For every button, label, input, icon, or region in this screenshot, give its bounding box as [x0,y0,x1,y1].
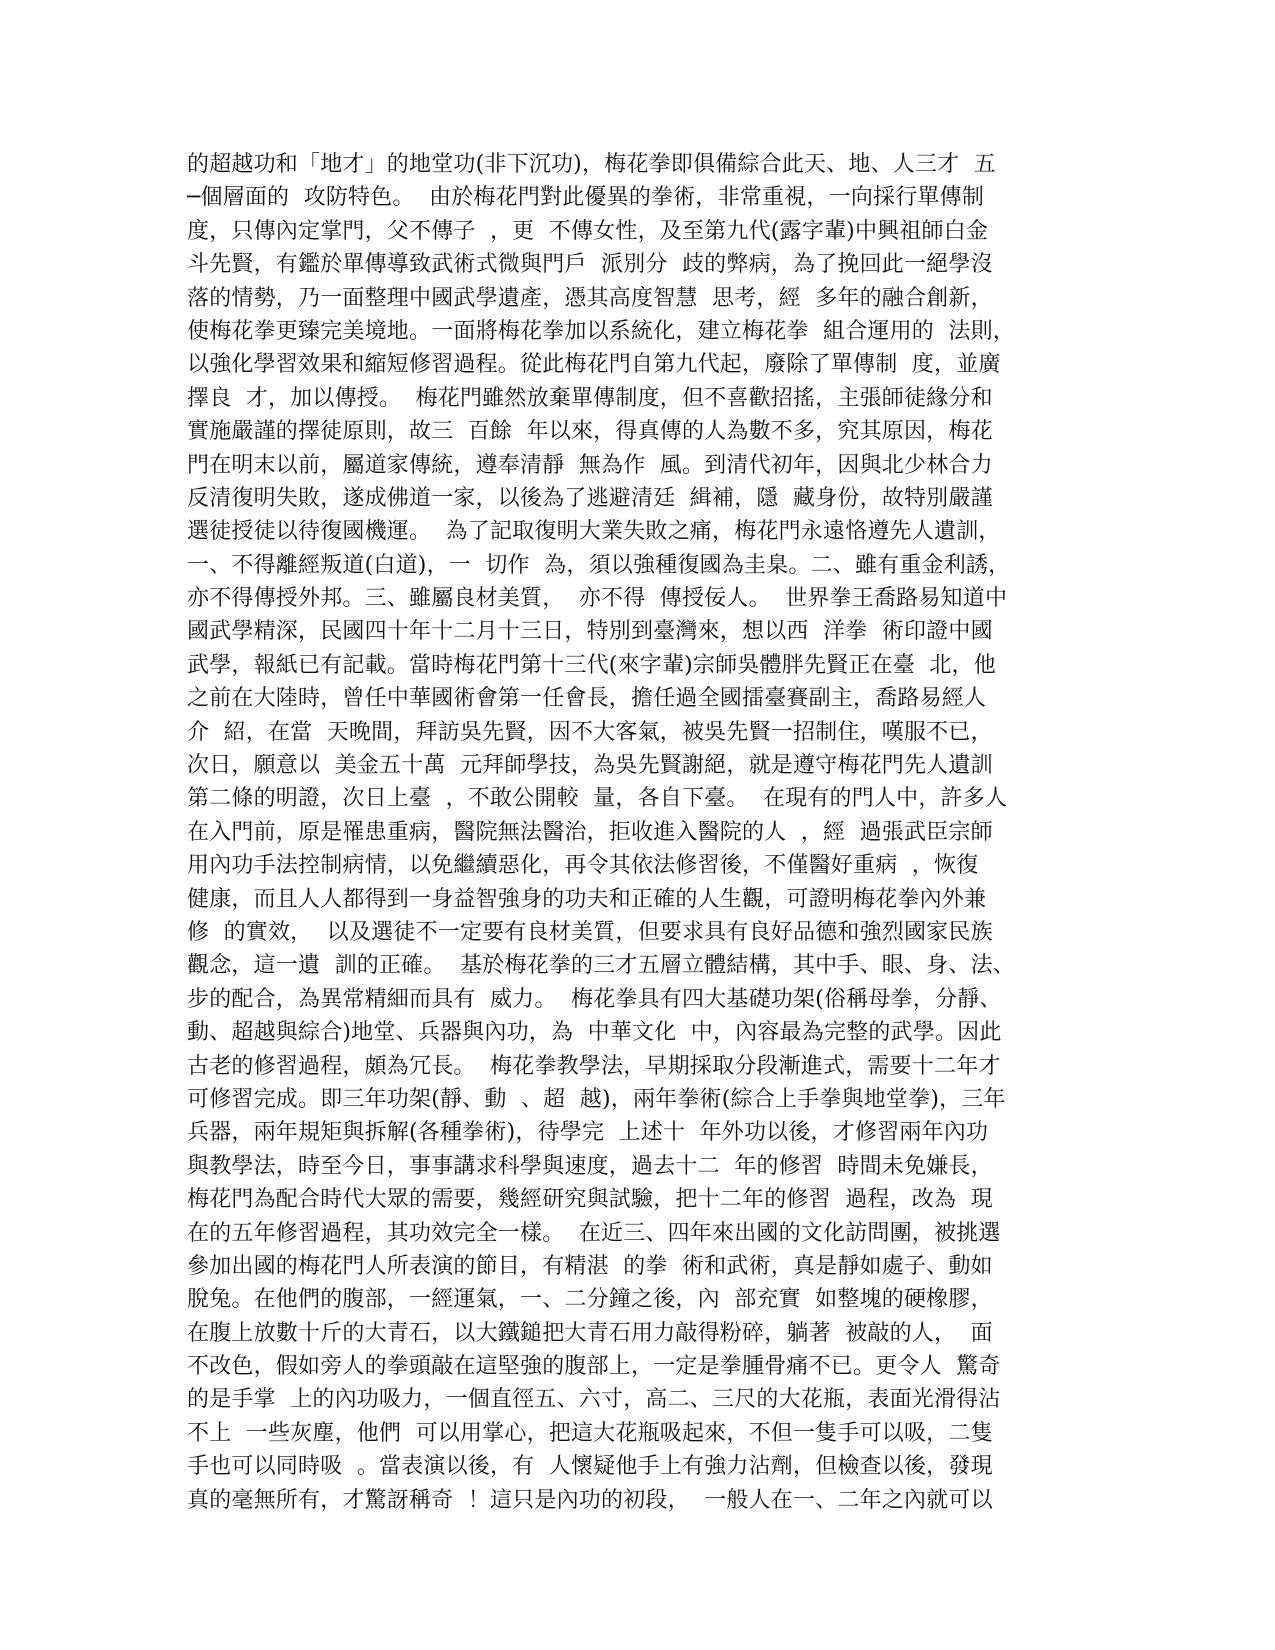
text-line: 健康，而且人人都得到一身益智強身的功夫和正確的人生觀，可證明梅花拳內外兼 [187,886,987,912]
text-line: 動、超越與綜合)地堂、兵器與內功，為 中華文化 中，內容最為完整的武學。因此 [187,1020,1002,1046]
text-line: 不上 一些灰塵，他們 可以用掌心，把這大花瓶吸起來，不但一隻手可以吸，二隻 [187,1420,993,1446]
text-line: 的是手掌 上的內功吸力，一個直徑五、六寸，高二、三尺的大花瓶，表面光滑得沾 [187,1387,1001,1413]
text-line: 介 紹，在當 天晚間，拜訪吳先賢，因不大客氣，被吳先賢一招制住，嘆服不已， [187,719,993,745]
text-line: 與教學法，時至今日，事事講求科學與速度，過去十二 年的修習 時間未免嫌長， [187,1153,993,1179]
text-line: 兵器，兩年規矩與拆解(各種拳術)，待學完 上述十 年外功以後，才修習兩年內功 [187,1120,989,1146]
text-line: 反清復明失敗，遂成佛道一家，以後為了逃避清廷 緝補，隱 藏身份，故特別嚴謹 [187,485,993,511]
text-line: 度，只傳內定掌門，父不傳子 ，更 不傳女性，及至第九代(露字輩)中興祖師白金 [187,218,989,244]
text-line: 用內功手法控制病情，以免繼續惡化，再令其依法修習後，不僅醫好重病 ，恢復 [187,853,979,879]
text-line: 實施嚴謹的擇徒原則，故三 百餘 年以來，得真傳的人為數不多，究其原因，梅花 [187,419,993,445]
text-line: 脫兔。在他們的腹部，一經運氣，一、二分鐘之後，內 部充實 如整塊的硬橡膠， [187,1287,993,1313]
text-line: 國武學精深，民國四十年十二月十三日，特別到臺灣來，想以西 洋拳 術印證中國 [187,619,993,645]
text-line: 真的毫無所有，才驚訝稱奇 ！這只是內功的初段， 一般人在一、二年之內就可以 [187,1487,993,1513]
text-line: 落的情勢，乃一面整理中國武學遺產，憑其高度智慧 思考，經 多年的融合創新， [187,285,993,311]
text-line: 亦不得傳授外邦。三、雖屬良材美質， 亦不得 傳授佞人。 世界拳王喬路易知道中 [187,586,1008,612]
text-line: 的超越功和「地才」的地堂功(非下沉功)，梅花拳即俱備綜合此天、地、人三才 五 [187,152,996,177]
text-line: 在腹上放數十斤的大青石，以大鐵鎚把大青石用力敲得粉碎，躺著 被敲的人， 面 [187,1320,993,1346]
text-line: 在入門前，原是罹患重病，醫院無法醫治，拒收進入醫院的人 ，經 過張武臣宗師 [187,819,993,845]
text-line: 選徒授徒以待復國機運。 為了記取復明大業失敗之痛，梅花門永遠恪遵先人遺訓， [187,519,1001,545]
text-line: 在的五年修習過程，其功效完全一樣。 在近三、四年來出國的文化訪問團，被挑選 [187,1220,1001,1246]
text-line: 一、不得離經叛道(白道)，一 切作 為，須以強種復國為圭臬。二、雖有重金利誘， [187,552,1011,578]
text-line: 斗先賢，有鑑於單傳導致武術式微與門戶 派別分 歧的弊病，為了挽回此一絕學沒 [187,252,993,278]
text-line: 武學，報紙已有記載。當時梅花門第十三代(來字輩)宗師吳體胖先賢正在臺 北，他 [187,652,996,678]
text-line: 擇良 才，加以傳授。 梅花門雖然放棄單傳制度，但不喜歡招搖，主張師徒緣分和 [187,385,993,411]
text-line: 可修習完成。即三年功架(靜、動 、超 越)，兩年拳術(綜合上手拳與地堂拳)，三年 [187,1086,1006,1112]
text-line: 次日，願意以 美金五十萬 元拜師學技，為吳先賢謝絕，就是遵守梅花門先人遺訓 [187,753,993,779]
body-text [187,148,1067,1517]
text-line: 梅花門為配合時代大眾的需要，幾經研究與試驗，把十二年的修習 過程，改為 現 [187,1187,993,1213]
text-line: 觀念，這一遺 訓的正確。 基於梅花拳的三才五層立體結構，其中手、眼、身、法、 [187,953,1015,979]
text-line: 古老的修習過程，頗為冗長。 梅花拳教學法，早期採取分段漸進式，需要十二年才 [187,1053,1001,1079]
text-line: 修 的實效， 以及選徒不一定要有良材美質，但要求具有良好品德和強烈國家民族 [187,919,993,945]
text-line: 手也可以同時吸 。當表演以後，有 人懷疑他手上有強力沾劑，但檢查以後，發現 [187,1454,993,1480]
text-line: 之前在大陸時，曾任中華國術會第一任會長，擔任過全國擂臺賽副主，喬路易經人 [187,686,987,712]
text-line: 第二條的明證，次日上臺 ，不敢公開較 量，各自下臺。 在現有的門人中，許多人 [187,786,1008,812]
text-line: 參加出國的梅花門人所表演的節目，有精湛 的拳 術和武術，真是靜如處子、動如 [187,1253,993,1279]
text-line: 使梅花拳更臻完美境地。一面將梅花拳加以系統化，建立梅花拳 組合運用的 法則， [187,318,1015,344]
text-line: 不改色，假如旁人的拳頭敲在這堅強的腹部上，一定是拳腫骨痛不已。更令人 驚奇 [187,1354,1001,1380]
text-line: 以強化學習效果和縮短修習過程。從此梅花門自第九代起，廢除了單傳制 度，並廣 [187,352,1001,378]
text-line: 門在明末以前，屬道家傳統，遵奉清靜 無為作 風。到清代初年，因與北少林合力 [187,452,993,478]
text-line: 步的配合，為異常精細而具有 威力。 梅花拳具有四大基礎功架(俗稱母拳，分靜、 [187,986,1002,1012]
text-line: ─個層面的 攻防特色。 由於梅花門對此優異的拳術，非常重視，一向採行單傳制 [187,185,985,211]
